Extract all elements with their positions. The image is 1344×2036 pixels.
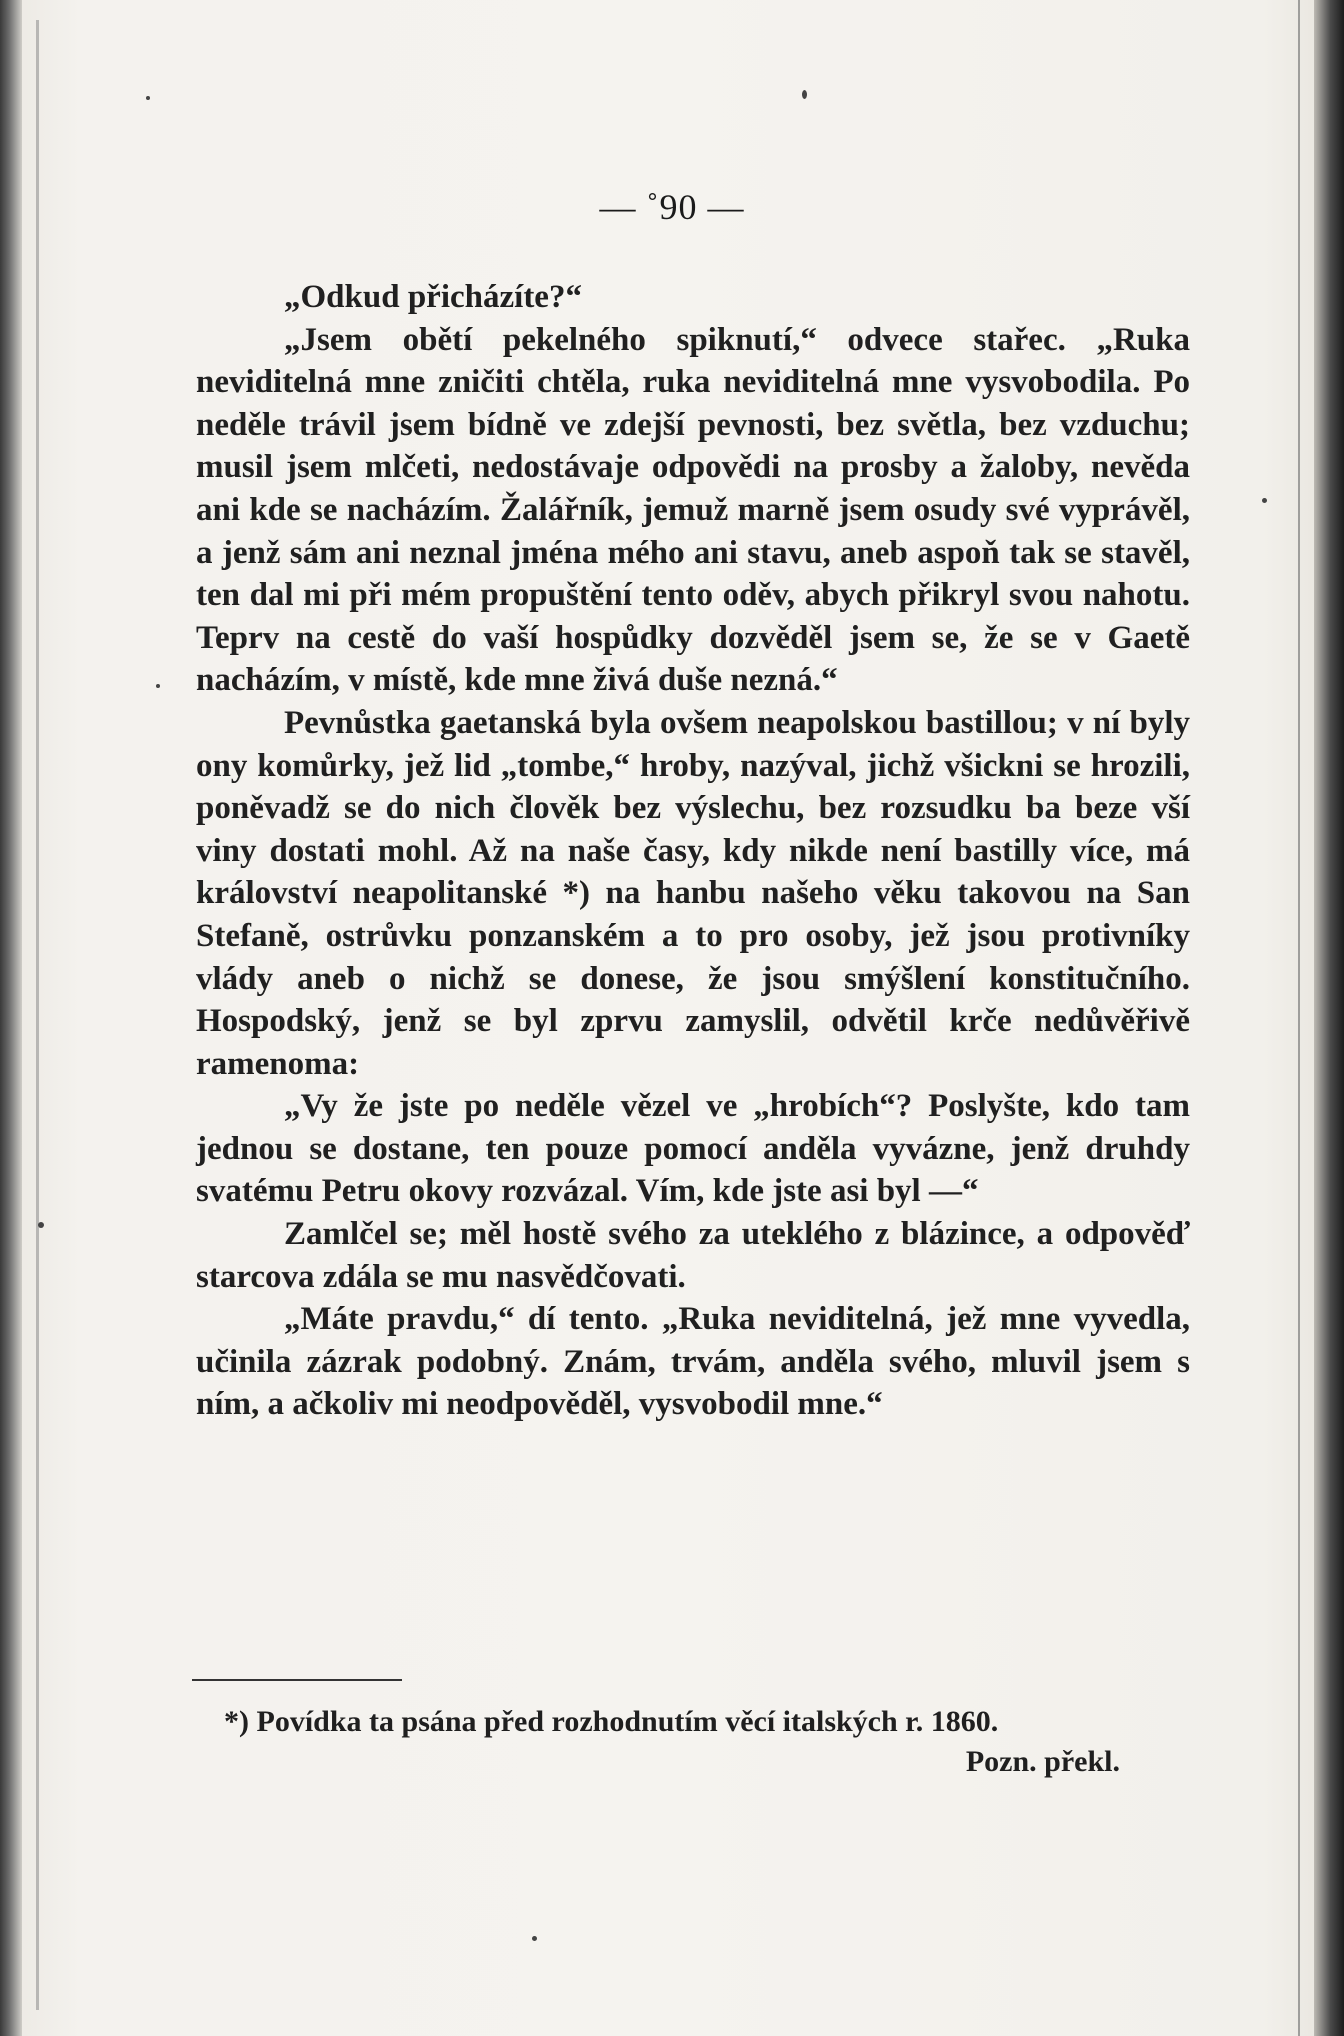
- print-speck: [38, 1222, 44, 1228]
- left-binding-line: [36, 20, 39, 2010]
- print-speck: [146, 96, 150, 100]
- paragraph: Zamlčel se; měl hostě svého za uteklého z blázince, a odpověď starcova zdála se mu nasvědčovati.: [196, 1216, 1190, 1295]
- print-speck: [532, 1936, 537, 1941]
- footnote-text: *) Povídka ta psána před rozhodnutím věcí italských r. 1860.: [224, 1705, 999, 1738]
- print-speck: [156, 684, 160, 688]
- left-page-edge: [0, 0, 22, 2036]
- footnote-attribution: Pozn. překl.: [965, 1745, 1120, 1778]
- print-speck: [1262, 498, 1267, 503]
- right-margin-line: [1298, 0, 1300, 2036]
- paragraph: „Vy že jste po neděle vězel ve „hrobích“? Poslyšte, kdo tam jednou se dostane, ten pouze pomocí anděla vyvázne, jenž druhdy svatému Petru okovy rozvázal. Vím, kde jste asi byl —“: [196, 1088, 1190, 1210]
- paragraph: „Odkud přicházíte?“: [284, 279, 582, 315]
- footnote-rule: [192, 1679, 402, 1681]
- right-page-edge: [1314, 0, 1344, 2036]
- page-number: — ˚90 —: [599, 187, 745, 227]
- print-speck: [802, 90, 807, 99]
- footnote: [224, 1702, 1190, 1782]
- paragraph: „Máte pravdu,“ dí tento. „Ruka neviditelná, jež mne vyvedla, učinila zázrak podobný. Znám, trvám, anděla svého, mluvil jsem s ním, a ačkoliv mi neodpověděl, vysvobodil mne.“: [196, 1301, 1190, 1423]
- paragraph: „Jsem obětí pekelného spiknutí,“ odvece stařec. „Ruka neviditelná mne zničiti chtěla, ruka neviditelná mne vysvobodila. Po neděle trávil jsem bídně ve zdejší pevnosti, bez světla, bez vzduchu; musil jsem mlčeti, nedostávaje odpovědi na prosby a žaloby, nevěda ani kde se nacházím. Žalářník, jemuž marně jsem osudy své vyprávěl, a jenž sám ani neznal jména mého ani stavu, aneb aspoň tak se stavěl, ten dal mi při mém propuštění tento oděv, abych přikryl svou nahotu. Teprv na cestě do vaší hospůdky dozvěděl jsem se, že se v Gaetě nacházím, v místě, kde mne živá duše nezná.“: [196, 321, 1190, 699]
- body-text: [196, 276, 1190, 1426]
- paragraph: Pevnůstka gaetanská byla ovšem neapolskou bastillou; v ní byly ony komůrky, jež lid „tombe,“ hroby, nazýval, jichž všickni se hrozili, poněvadž se do nich člověk bez výslechu, bez rozsudku ba beze vší viny dostati mohl. Až na naše časy, kdy nikde není bastilly více, má království neapolitanské *) na hanbu našeho věku takovou na San Stefaně, ostrůvku ponzanském a to pro osoby, jež jsou protivníky vlády aneb o nichž se donese, že jsou smýšlení konstitučního. Hospodský, jenž se byl zprvu zamyslil, odvětil krče nedůvěřivě ramenoma:: [196, 704, 1190, 1082]
